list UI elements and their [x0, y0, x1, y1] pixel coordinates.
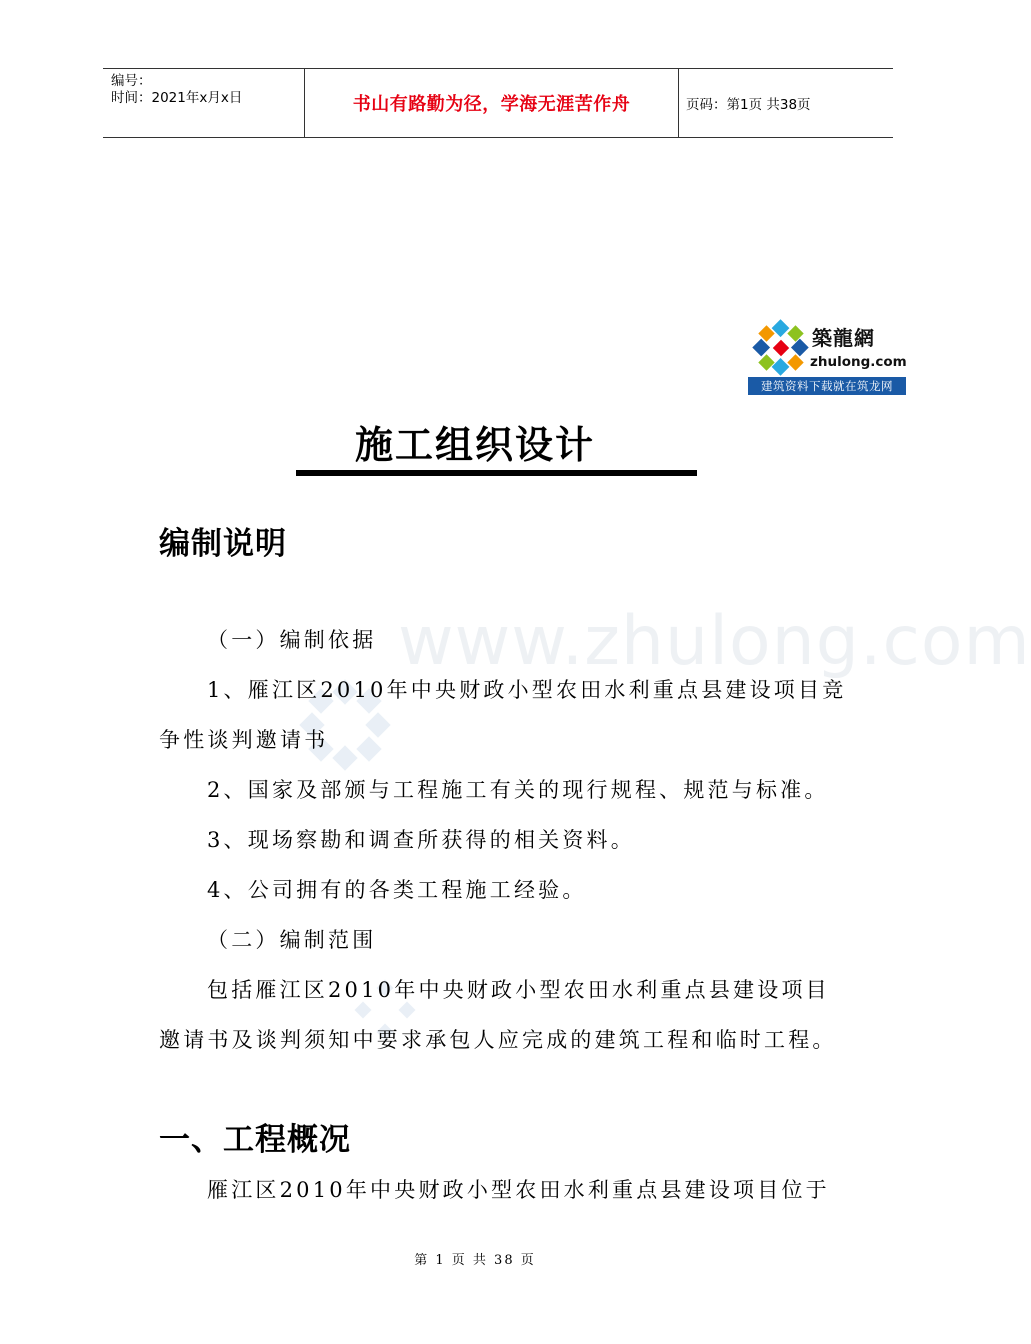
paragraph-line: 包括雁江区2010年中央财政小型农田水利重点县建设项目	[207, 978, 830, 1002]
paragraph-line: 3、现场察勘和调查所获得的相关资料。	[207, 828, 635, 852]
page-header	[103, 68, 893, 138]
section-heading: 编制说明	[159, 526, 287, 562]
document-title: 施工组织设计	[354, 423, 595, 467]
paragraph-line: 1、雁江区2010年中央财政小型农田水利重点县建设项目竞	[207, 678, 847, 702]
header-divider	[678, 69, 679, 137]
paragraph-line: 4、公司拥有的各类工程施工经验。	[207, 878, 587, 902]
section-heading: 一、工程概况	[159, 1122, 351, 1158]
title-underline	[296, 470, 697, 476]
paragraph-line: 邀请书及谈判须知中要求承包人应完成的建筑工程和临时工程。	[159, 1028, 837, 1052]
zhulong-mark-icon	[752, 319, 810, 377]
number-label: 编号：	[111, 73, 152, 89]
logo-name: 築龍網	[812, 326, 875, 350]
paragraph-line: 雁江区2010年中央财政小型农田水利重点县建设项目位于	[207, 1178, 830, 1202]
paragraph-line: 2、国家及部颁与工程施工有关的现行规程、规范与标准。	[207, 778, 829, 802]
page-info: 页码：第1页 共38页	[686, 97, 811, 113]
subsection-heading: （一）编制依据	[207, 628, 377, 652]
subsection-heading: （二）编制范围	[207, 928, 377, 952]
zhulong-logo	[748, 316, 906, 395]
watermark-text: www.zhulong.com	[398, 602, 1031, 681]
header-motto: 书山有路勤为径，学海无涯苦作舟	[352, 94, 631, 115]
paragraph-line: 争性谈判邀请书	[159, 728, 329, 752]
time-label: 时间：2021年x月x日	[111, 90, 243, 106]
header-meta	[111, 73, 242, 107]
logo-domain: zhulong.com	[810, 354, 907, 370]
page-footer: 第 1 页 共 38 页	[414, 1253, 536, 1268]
logo-slogan: 建筑资料下载就在筑龙网	[748, 377, 906, 395]
